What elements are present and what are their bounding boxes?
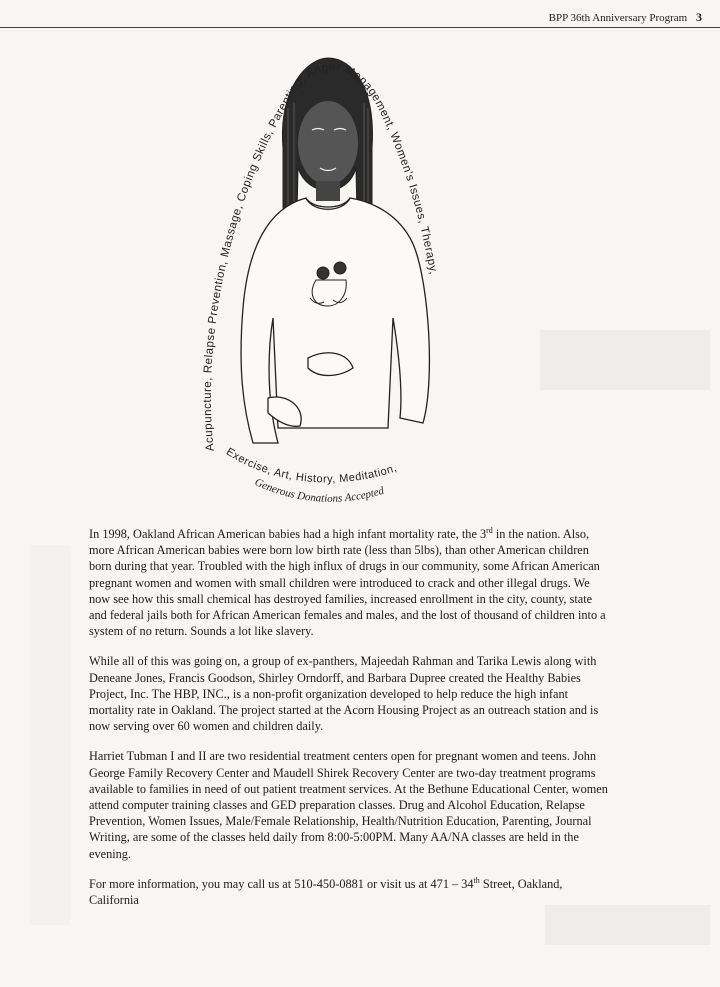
header-rule bbox=[0, 27, 720, 28]
header-title: BPP 36th Anniversary Program bbox=[548, 12, 688, 24]
torso-drawing bbox=[241, 198, 429, 443]
arc-caption-bottom: Exercise, Art, History, Meditation, bbox=[223, 445, 399, 486]
page-number: 3 bbox=[696, 10, 702, 24]
paragraph-contact-info bbox=[89, 876, 609, 908]
paragraph-text: Street, Oakland, California bbox=[89, 876, 563, 908]
paragraph-treatment-centers: Harriet Tubman I and II are two residential treatment centers open for pregnant women and teens. John George Family Recovery Center and Maudell Shirek Recovery Center are two-day treatment programs available to families in need of out patient treatment services. At the Bethune Educational Center, women attend computer training classes and GED preparation classes. Drug and Alcohol Education, Relapse Prevention, Women Issues, Male/Female Relationship, Health/Nutrition Education, Parenting, Journal Writing, are some of the classes held daily from 8:00-5:00PM. Many AA/NA classes are held in the evening. bbox=[89, 749, 608, 861]
ordinal-suffix: th bbox=[473, 875, 480, 885]
running-header bbox=[549, 10, 702, 25]
arc-caption-words: Acupuncture, Relapse Prevention, Massage, Coping Skills, Parenting, Anger Management, Women's Issues, Therapy, bbox=[201, 61, 440, 452]
bleed-through-block bbox=[540, 330, 710, 390]
donations-caption: Generous Donations Accepted bbox=[252, 476, 386, 505]
bleed-through-block bbox=[30, 545, 70, 925]
paragraph-healthy-babies-project: While all of this was going on, a group of ex-panthers, Majeedah Rahman and Tarika Lewis along with Deneane Jones, Francis Goodson, Shirley Orndorff, and Barbara Dupree created the Healthy Babies Project, Inc. The HBP, INC., is a non-profit organization developed to help reduce the high infant mortality rate in Oakland. The project started at the Acorn Housing Project as an outreach station and is now serving over 60 women and children daily. bbox=[89, 654, 599, 734]
pregnant-woman-illustration bbox=[188, 48, 458, 508]
paragraph-text: In 1998, Oakland African American babies had a high infant mortality rate, the 3 bbox=[89, 527, 487, 541]
paragraph-text: in the nation. Also, more African American babies were born low birth rate (less than 5lbs), than other American children born during that year. Troubled with the high influx of drugs in our community, some African American pregnant women and women with small children were introduced to crack and other illegal drugs. We now see how this small chemical has destroyed families, increased enrollment in the city, county, state and federal jails both for African American females and males, and the lost of thousand of children into a system of no return. Sounds a lot like slavery. bbox=[89, 527, 606, 639]
paragraph-text: For more information, you may call us at 510-450-0881 or visit us at 471 – 34 bbox=[89, 876, 474, 891]
face-drawing bbox=[298, 101, 358, 201]
paragraph-infant-mortality bbox=[89, 526, 609, 639]
ordinal-suffix: rd bbox=[486, 525, 493, 535]
article-body bbox=[89, 526, 609, 922]
